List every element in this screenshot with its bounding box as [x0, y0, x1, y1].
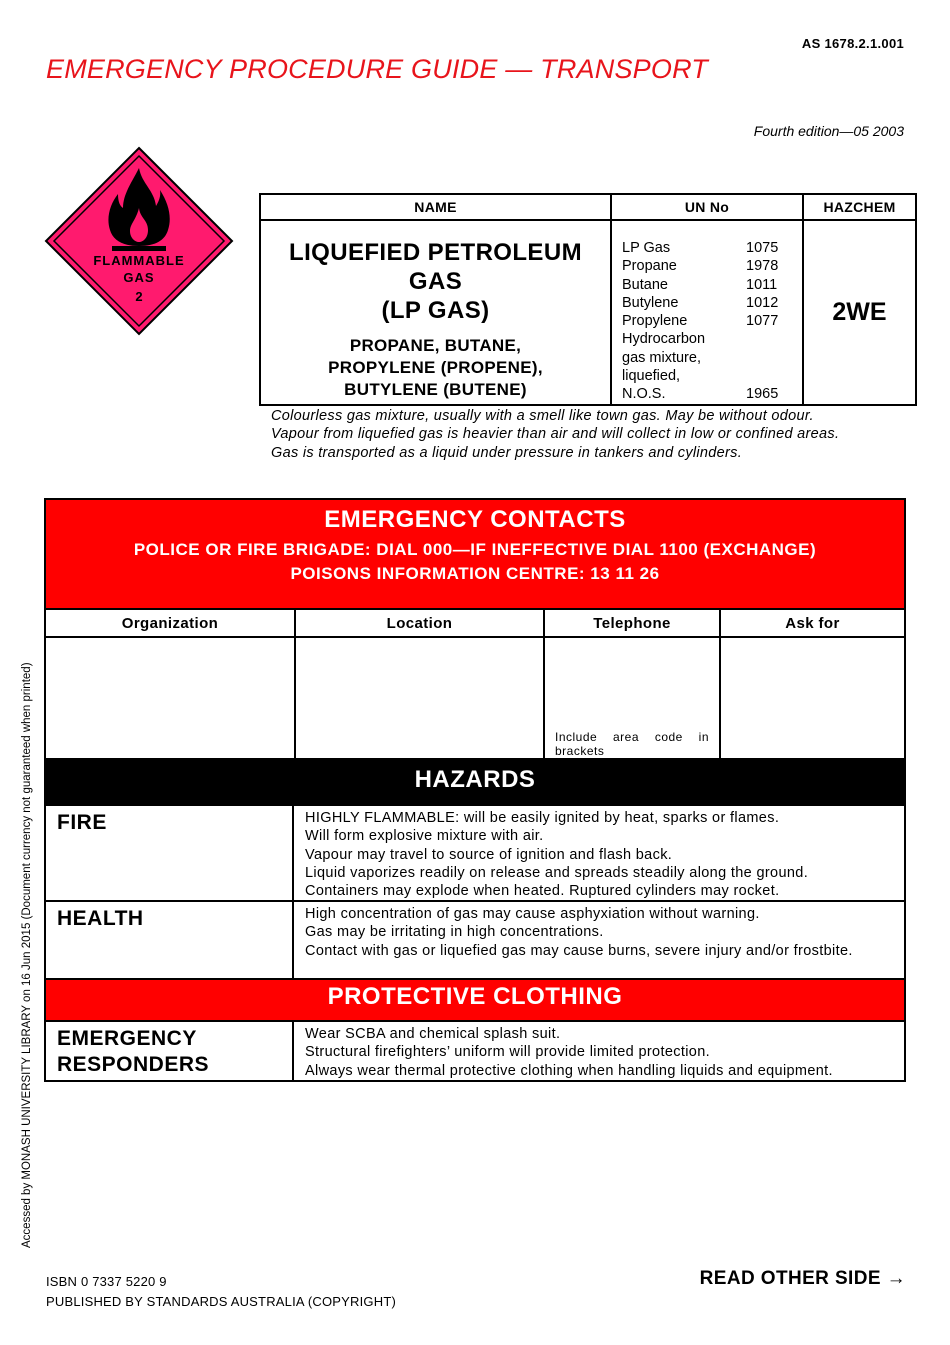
- product-synonyms-2: PROPYLENE (PROPENE),: [328, 358, 543, 377]
- un-row: LP Gas 1075: [622, 240, 779, 256]
- responders-label-line-1: EMERGENCY: [57, 1027, 197, 1050]
- clothing-line: Wear SCBA and chemical splash suit.: [305, 1026, 561, 1042]
- isbn: ISBN 0 7337 5220 9: [46, 1274, 167, 1289]
- responders-label-line-2: RESPONDERS: [57, 1053, 210, 1076]
- fire-line: Liquid vaporizes readily on release and spreads steadily along the ground.: [305, 864, 809, 881]
- fire-line: Will form explosive mixture with air.: [305, 828, 544, 845]
- publication-info: [46, 1272, 396, 1312]
- health-hazard-section: [46, 900, 904, 978]
- product-synonyms-3: BUTYLENE (BUTENE): [344, 380, 527, 399]
- health-label: HEALTH: [46, 902, 294, 978]
- protective-clothing-heading: PROTECTIVE CLOTHING: [46, 978, 904, 1020]
- page-title: EMERGENCY PROCEDURE GUIDE — TRANSPORT: [46, 54, 708, 84]
- ask-for-field[interactable]: [720, 637, 904, 759]
- un-number-list: [611, 220, 803, 405]
- product-synonyms-1: PROPANE, BUTANE,: [349, 336, 522, 355]
- hazards-heading: HAZARDS: [46, 760, 904, 804]
- health-hazard-text: [294, 902, 904, 978]
- un-no-header: UN No: [611, 194, 803, 220]
- placard-class-number: 2: [135, 289, 143, 304]
- emergency-contacts-banner: [46, 500, 904, 610]
- health-line: High concentration of gas may cause asphyxiation without warning.: [305, 906, 760, 922]
- identification-table: [259, 193, 917, 406]
- fire-label: FIRE: [46, 806, 294, 900]
- emergency-contacts-heading: EMERGENCY CONTACTS: [324, 506, 626, 533]
- telephone-header: Telephone: [544, 610, 720, 637]
- placard-diamond: [44, 146, 234, 336]
- fire-line: Vapour may travel to source of ignition and flash back.: [305, 846, 673, 863]
- fire-hazard-section: [46, 804, 904, 900]
- name-header: NAME: [260, 194, 611, 220]
- un-row: Propane 1978: [622, 258, 779, 275]
- organization-header: Organization: [46, 610, 295, 637]
- clothing-line: Structural firefighters’ uniform will provide limited protection.: [305, 1044, 710, 1061]
- un-row: Propylene 1077: [622, 313, 779, 330]
- description-line-1: Colourless gas mixture, usually with a smell like town gas. May be without odour.: [271, 408, 814, 424]
- un-row: liquefied,: [622, 368, 681, 385]
- fire-line: HIGHLY FLAMMABLE: will be easily ignited by heat, sparks or flames.: [305, 810, 780, 826]
- telephone-field[interactable]: [544, 637, 720, 759]
- protective-clothing-text: [294, 1022, 904, 1080]
- fire-hazard-text: [294, 806, 904, 900]
- description-line-3: Gas is transported as a liquid under pressure in tankers and cylinders.: [271, 444, 743, 461]
- hazchem-code: 2WE: [803, 220, 916, 405]
- fire-line: Containers may explode when heated. Ruptured cylinders may rocket.: [305, 883, 780, 900]
- ask-for-header: Ask for: [720, 610, 904, 637]
- emergency-responders-section: [46, 1020, 904, 1080]
- hazchem-header: HAZCHEM: [803, 194, 916, 220]
- police-fire-line: POLICE OR FIRE BRIGADE: DIAL 000—IF INEFFECTIVE DIAL 1100 (EXCHANGE): [133, 540, 817, 559]
- edition-date: Fourth edition—05 2003: [753, 123, 904, 139]
- health-line: Contact with gas or liquefied gas may cause burns, severe injury and/or frostbite.: [305, 942, 853, 959]
- emergency-form: [44, 498, 906, 1082]
- placard-label-2: GAS: [123, 270, 155, 285]
- location-field[interactable]: [295, 637, 544, 759]
- access-side-note: Accessed by MONASH UNIVERSITY LIBRARY on 16 Jun 2015 (Document currency not guaranteed when printed): [21, 662, 33, 1248]
- location-header: Location: [295, 610, 544, 637]
- product-description: [271, 407, 905, 462]
- document-number: AS 1678.2.1.001: [801, 36, 904, 51]
- placard-label-1: FLAMMABLE: [93, 253, 185, 268]
- product-name-line-2: GAS: [408, 268, 463, 295]
- poisons-line: POISONS INFORMATION CENTRE: 13 11 26: [290, 564, 660, 583]
- flammable-gas-placard: [44, 146, 234, 336]
- clothing-line: Always wear thermal protective clothing when handling liquids and equipment.: [305, 1062, 833, 1079]
- un-row: Hydrocarbon: [622, 331, 706, 348]
- un-row: Butane 1011: [622, 276, 778, 293]
- read-other-side-note: READ OTHER SIDE →: [699, 1268, 906, 1289]
- organization-field[interactable]: [46, 637, 295, 759]
- un-row: Butylene 1012: [622, 294, 779, 311]
- un-row: N.O.S. 1965: [622, 386, 779, 403]
- description-line-2: Vapour from liquefied gas is heavier than air and will collect in low or confined areas.: [271, 426, 840, 443]
- product-name-cell: [260, 220, 611, 405]
- publisher: PUBLISHED BY STANDARDS AUSTRALIA (COPYRIGHT): [46, 1294, 397, 1309]
- health-line: Gas may be irritating in high concentrations.: [305, 924, 604, 941]
- product-name-line-1: LIQUEFIED PETROLEUM: [289, 239, 582, 266]
- un-row: gas mixture,: [622, 349, 701, 366]
- emergency-responders-label: [46, 1022, 294, 1080]
- product-name-line-3: (LP GAS): [381, 297, 490, 324]
- telephone-note: Include area code in brackets: [555, 730, 709, 758]
- contacts-table: [46, 610, 904, 760]
